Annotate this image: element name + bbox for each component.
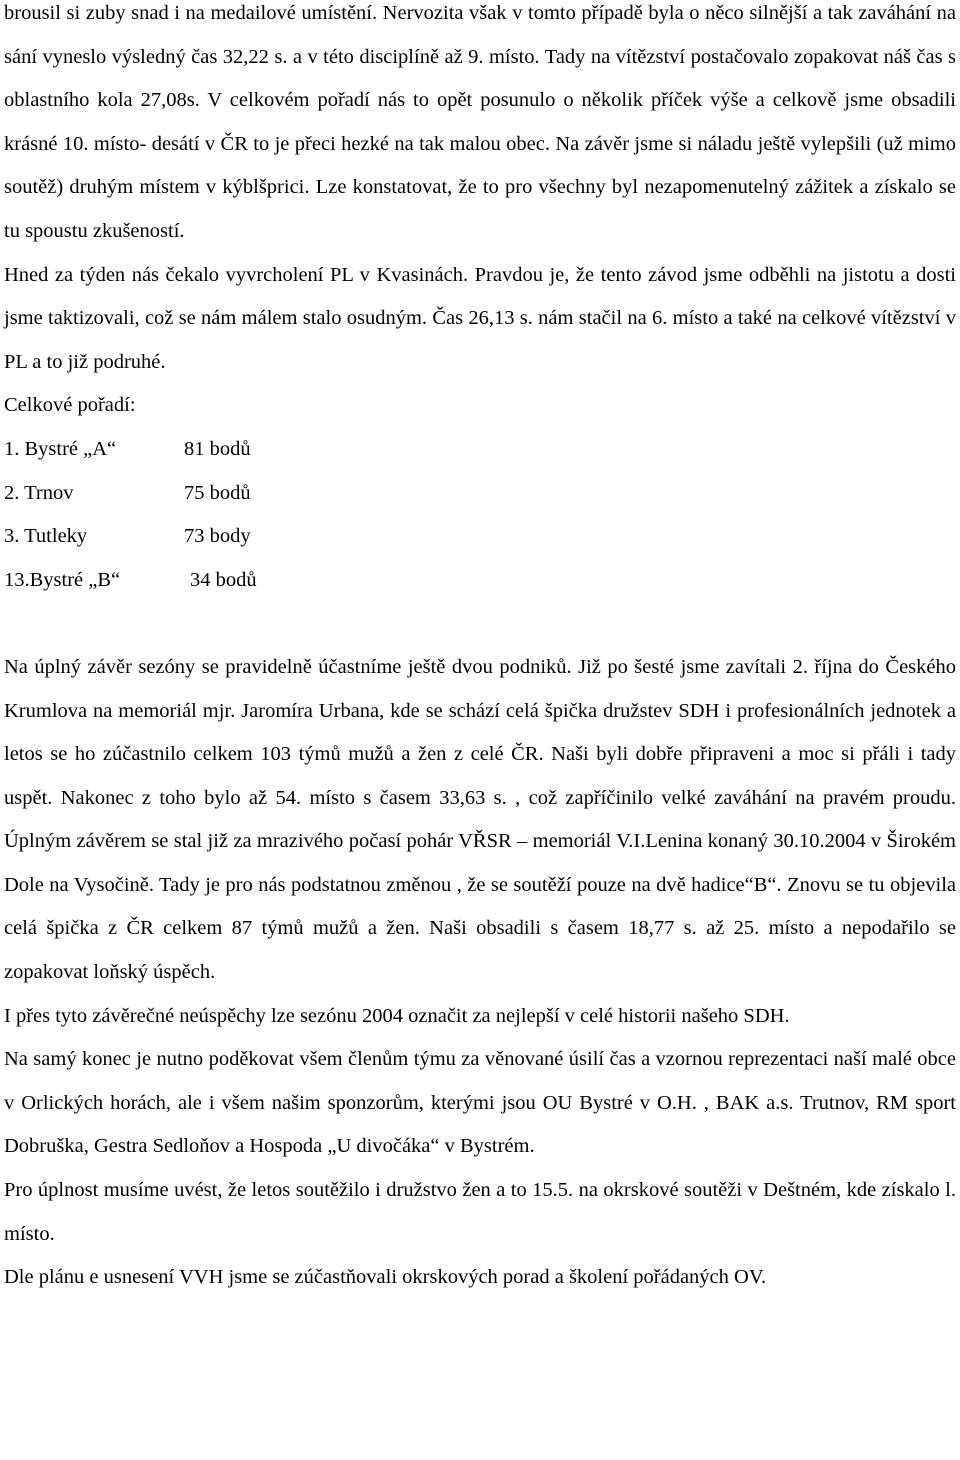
- standings-team: 13.Bystré „B“: [4, 568, 121, 591]
- standings-team: 2. Trnov: [4, 481, 74, 504]
- paragraph-gap: [4, 602, 956, 646]
- standings-row: [4, 559, 956, 603]
- standings-points: 75 bodů: [184, 481, 251, 504]
- standings-points: 73 body: [184, 525, 251, 548]
- standings-points: 81 bodů: [184, 437, 251, 460]
- standings-row: [4, 515, 956, 559]
- paragraph-women-team: Pro úplnost musíme uvést, že letos soutěžilo i družstvo žen a to 15.5. na okrskové soutěži v Deštném, kde získalo l. místo.: [4, 1179, 956, 1245]
- standings-team: 3. Tutleky: [4, 525, 88, 548]
- paragraph-meetings: Dle plánu e usnesení VVH jsme se zúčastňovali okrskových porad a školení pořádaných OV.: [4, 1266, 767, 1289]
- paragraph-season-summary: I přes tyto závěrečné neúspěchy lze sezónu 2004 označit za nejlepší v celé historii našeho SDH.: [4, 1004, 790, 1027]
- paragraph-regional-result: brousil si zuby snad i na medailové umístění. Nervozita však v tomto případě byla o něco silnější a tak zaváhání na sání vyneslo výsledný čas 32,22 s. a v této disciplíně až 9. místo. Tady na vítězství postačovalo zopakovat náš čas s oblastního kola 27,08s. V celkovém pořadí nás to opět posunulo o několik příček výše a celkově jsme obsadili krásné 10. místo- desátí v ČR to je přeci hezké na tak malou obec. Na závěr jsme si náladu ještě vylepšili (už mimo soutěž) druhým místem v kýblšprici. Lze konstatovat, že to pro všechny byl nezapomenutelný zážitek a získalo se tu spoustu zkušeností.: [4, 2, 956, 242]
- paragraph-season-end: Na úplný závěr sezóny se pravidelně účastníme ještě dvou podniků. Již po šesté jsme zavítali 2. října do Českého Krumlova na memoriál mjr. Jaromíra Urbana, kde se schází celá špička družstev SDH i profesionálních jednotek a letos se ho zúčastnilo celkem 103 týmů mužů a žen z celé ČR. Naši byli dobře připraveni a moc si přáli i tady uspět. Nakonec z toho bylo až 54. místo s časem 33,63 s. , což zapříčinilo velké zaváhání na pravém proudu. Úplným závěrem se stal již za mrazivého počasí pohár VŘSR – memoriál V.I.Lenina konaný 30.10.2004 v Širokém Dole na Vysočině. Tady je pro nás podstatnou změnou , že se soutěží pouze na dvě hadice“B“. Znovu se tu objevila celá špička z ČR celkem 87 týmů mužů a žen. Naši obsadili s časem 18,77 s. až 25. místo a nepodařilo se zopakovat loňský úspěch.: [4, 655, 956, 984]
- document-page: [4, 0, 956, 1300]
- standings-list: [4, 428, 956, 602]
- paragraph-thanks: Na samý konec je nutno poděkovat všem členům týmu za věnované úsilí čas a vzornou reprezentaci naší malé obce v Orlických horách, ale i všem našim sponzorům, kterými jsou OU Bystré v O.H. , BAK a.s. Trutnov, RM sport Dobruška, Gestra Sedloňov a Hospoda „U divočáka“ v Bystrém.: [4, 1048, 956, 1158]
- standings-row: [4, 428, 956, 472]
- standings-heading: Celkové pořadí:: [4, 394, 136, 417]
- standings-points: 34 bodů: [190, 568, 257, 591]
- paragraph-kvasiny-final: Hned za týden nás čekalo vyvrcholení PL v Kvasinách. Pravdou je, že tento závod jsme odběhli na jistotu a dosti jsme taktizovali, což se nám málem stalo osudným. Čas 26,13 s. nám stačil na 6. místo a také na celkové vítězství v PL a to již podruhé.: [4, 263, 956, 373]
- standings-row: [4, 472, 956, 516]
- standings-team: 1. Bystré „A“: [4, 437, 117, 460]
